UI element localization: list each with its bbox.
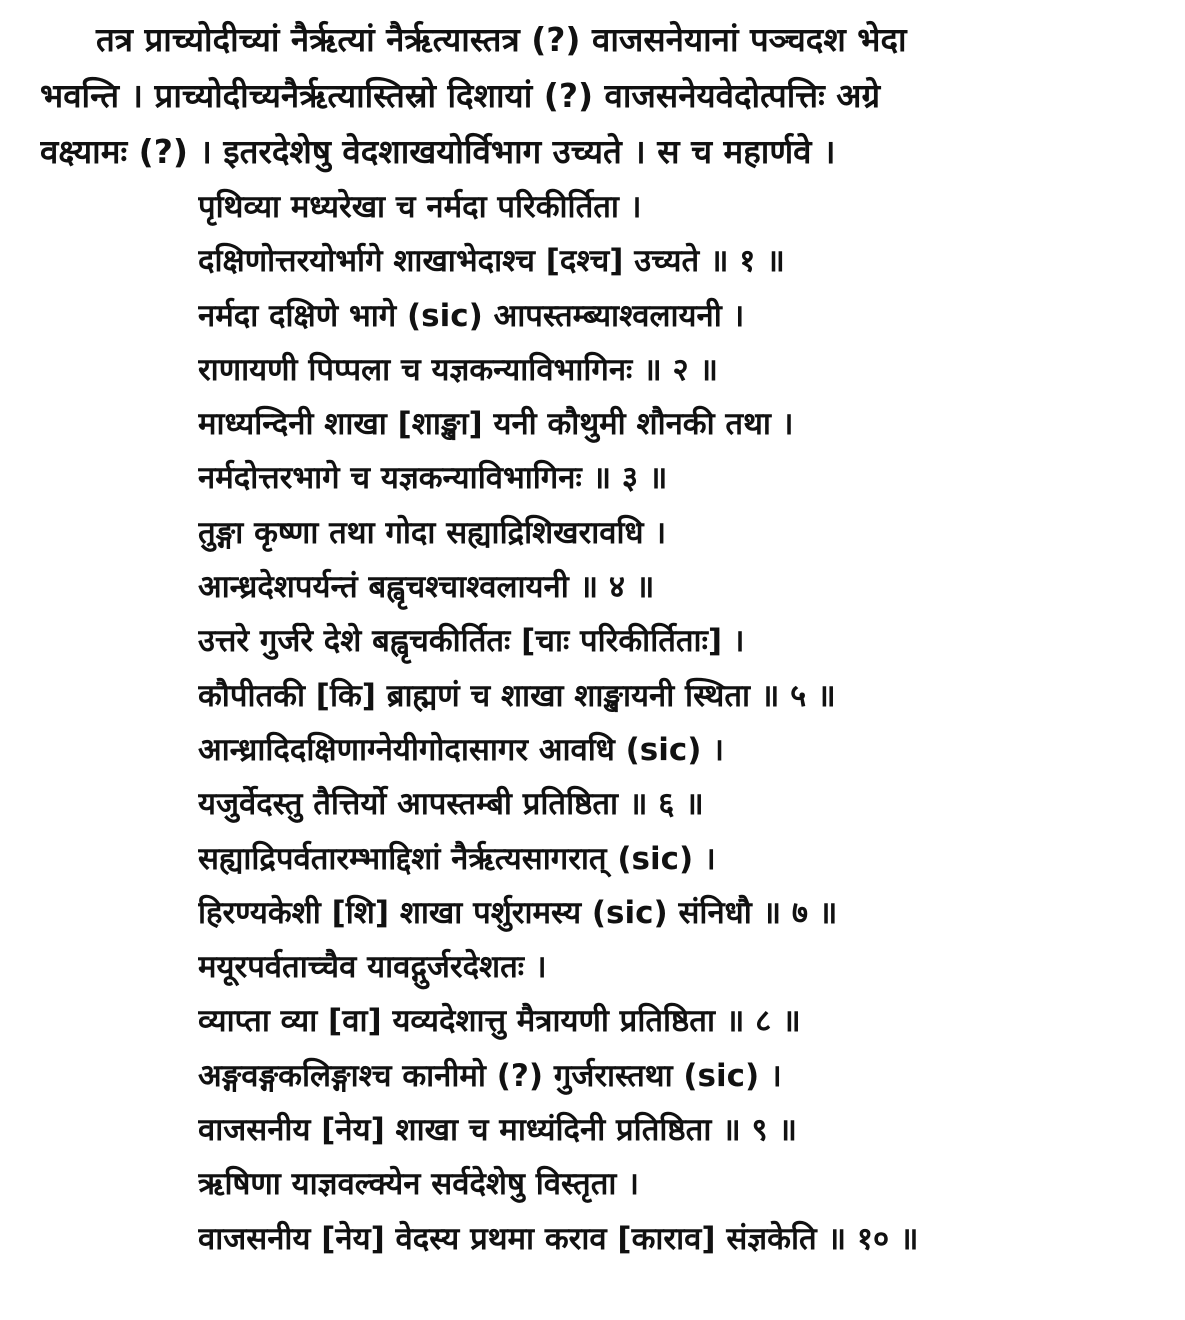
verse-line: सह्याद्रिपर्वतारम्भाद्दिशां नैर्ऋत्यसागरात् (sic) । [198,840,716,877]
verse-line: व्याप्ता व्या [वा] यव्यदेशात्तु मैत्रायणी प्रतिष्ठिता ॥ ८ ॥ [198,1003,801,1040]
verse-line: उत्तरे गुर्जरे देशे बह्वृचकीर्तितः [चाः परिकीर्तिताः] । [198,623,745,660]
verse-line: नर्मदोत्तरभागे च यज्ञकन्याविभागिनः ॥ ३ ॥ [198,460,668,497]
intro-paragraph [40,12,1150,180]
verse-line: मयूरपर्वताच्चैव यावद्गुर्जरदेशतः । [198,949,547,986]
verse-line: आन्ध्रदेशपर्यन्तं बह्वृचश्चाश्वलायनी ॥ ४ ॥ [198,569,655,606]
verse-line: वाजसनीय [नेय] शाखा च माध्यंदिनी प्रतिष्ठिता ॥ ९ ॥ [198,1112,797,1149]
verse-line: दक्षिणोत्तरयोर्भागे शाखाभेदाश्च [दश्च] उच्यते ॥ १ ॥ [198,243,785,280]
paragraph-line: तत्र प्राच्योदीच्यां नैर्ऋत्यां नैर्ऋत्यास्तत्र (?) वाजसनेयानां पञ्चदश भेदा [96,20,907,59]
verse-line: ऋषिणा याज्ञवल्क्येन सर्वदेशेषु विस्तृता । [198,1166,639,1203]
verse-line: आन्ध्रादिदक्षिणाग्नेयीगोदासागर आवधि (sic) । [198,731,724,768]
verse-block [198,180,1158,1266]
paragraph-line: भवन्ति । प्राच्योदीच्यनैर्ऋत्यास्तिस्रो दिशायां (?) वाजसनेयवेदोत्पत्तिः अग्रे [40,76,881,115]
verse-line: तुङ्गा कृष्णा तथा गोदा सह्याद्रिशिखरावधि । [198,514,667,551]
verse-line: नर्मदा दक्षिणे भागे (sic) आपस्तम्ब्याश्वलायनी । [198,297,745,334]
verse-line: वाजसनीय [नेय] वेदस्य प्रथमा कराव [काराव] संज्ञकेति ॥ १० ॥ [198,1220,919,1257]
verse-line: कौपीतकी [कि] ब्राह्मणं च शाखा शाङ्खायनी स्थिता ॥ ५ ॥ [198,677,836,714]
verse-line: राणायणी पिप्पला च यज्ञकन्याविभागिनः ॥ २ ॥ [198,351,718,388]
paragraph-line: वक्ष्यामः (?) । इतरदेशेषु वेदशाखयोर्विभाग उच्यते । स च महार्णवे । [40,132,836,171]
verse-line: अङ्गवङ्गकलिङ्गाश्च कानीमो (?) गुर्जरास्तथा (sic) । [198,1057,782,1094]
verse-line: पृथिव्या मध्यरेखा च नर्मदा परिकीर्तिता । [198,189,642,225]
verse-line: यजुर्वेदस्तु तैत्तिर्यो आपस्तम्बी प्रतिष्ठिता ॥ ६ ॥ [198,786,704,823]
verse-line: माध्यन्दिनी शाखा [शाङ्खा] यनी कौथुमी शौनकी तथा । [198,406,794,443]
verse-line: हिरण्यकेशी [शि] शाखा पर्शुरामस्य (sic) संनिधौ ॥ ७ ॥ [198,894,838,931]
